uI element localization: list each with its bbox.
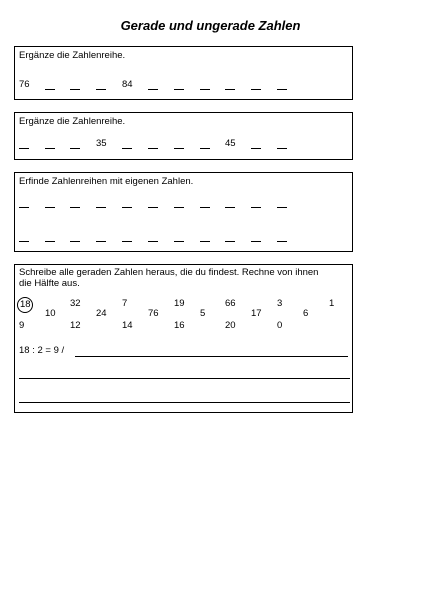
answer-blank[interactable] (70, 241, 80, 242)
number-item: 32 (70, 298, 81, 309)
number-item: 9 (19, 320, 25, 331)
answer-blank[interactable] (277, 148, 287, 149)
answer-blank[interactable] (122, 207, 132, 208)
number-item: 76 (148, 308, 159, 319)
answer-blank[interactable] (19, 207, 29, 208)
answer-blank[interactable] (148, 207, 158, 208)
answer-blank[interactable] (277, 241, 287, 242)
answer-blank[interactable] (19, 241, 29, 242)
answer-blank[interactable] (122, 241, 132, 242)
number-item: 14 (122, 320, 133, 331)
number-item: 66 (225, 298, 236, 309)
answer-line[interactable] (75, 356, 348, 357)
answer-blank[interactable] (96, 207, 106, 208)
number-item: 24 (96, 308, 107, 319)
answer-blank[interactable] (70, 207, 80, 208)
number-item: 18 (20, 299, 31, 310)
exercise-4-instruction-line-1: Schreibe alle geraden Zahlen heraus, die du findest. Rechne von ihnen (19, 267, 319, 278)
answer-blank[interactable] (277, 89, 287, 90)
answer-blank[interactable] (122, 148, 132, 149)
answer-blank[interactable] (45, 89, 55, 90)
number-item: 1 (329, 298, 335, 309)
worked-example: 18 : 2 = 9 / (19, 345, 65, 356)
exercise-2-instruction: Ergänze die Zahlenreihe. (19, 116, 126, 127)
answer-line[interactable] (19, 378, 350, 379)
answer-blank[interactable] (45, 207, 55, 208)
answer-blank[interactable] (200, 207, 210, 208)
answer-blank[interactable] (96, 89, 106, 90)
exercise-box-3 (14, 172, 353, 252)
exercise-3-instruction: Erfinde Zahlenreihen mit eigenen Zahlen. (19, 176, 194, 187)
number-item: 16 (174, 320, 185, 331)
number-item: 6 (303, 308, 309, 319)
worksheet-title: Gerade und ungerade Zahlen (120, 18, 301, 33)
exercise-box-4 (14, 264, 353, 413)
number-item: 10 (45, 308, 56, 319)
answer-blank[interactable] (70, 148, 80, 149)
exercise-4-instruction-line-2: die Hälfte aus. (19, 278, 80, 289)
exercise-box-2 (14, 112, 353, 160)
answer-blank[interactable] (251, 89, 261, 90)
answer-blank[interactable] (174, 241, 184, 242)
answer-blank[interactable] (45, 241, 55, 242)
exercise-1-instruction: Ergänze die Zahlenreihe. (19, 50, 126, 61)
sequence-2-value: 45 (225, 138, 236, 149)
answer-line[interactable] (19, 402, 350, 403)
number-item: 5 (200, 308, 206, 319)
answer-blank[interactable] (148, 148, 158, 149)
answer-blank[interactable] (251, 241, 261, 242)
sequence-2-value: 35 (96, 138, 107, 149)
number-item: 19 (174, 298, 185, 309)
answer-blank[interactable] (251, 207, 261, 208)
answer-blank[interactable] (70, 89, 80, 90)
answer-blank[interactable] (225, 241, 235, 242)
answer-blank[interactable] (174, 148, 184, 149)
answer-blank[interactable] (200, 241, 210, 242)
answer-blank[interactable] (19, 148, 29, 149)
number-item: 20 (225, 320, 236, 331)
sequence-1-start: 76 (19, 79, 30, 90)
number-item: 12 (70, 320, 81, 331)
sequence-1-value: 84 (122, 79, 133, 90)
answer-blank[interactable] (174, 89, 184, 90)
answer-blank[interactable] (148, 241, 158, 242)
number-item: 17 (251, 308, 262, 319)
answer-blank[interactable] (174, 207, 184, 208)
exercise-box-1 (14, 46, 353, 100)
number-item: 3 (277, 298, 283, 309)
answer-blank[interactable] (225, 207, 235, 208)
answer-blank[interactable] (277, 207, 287, 208)
number-item: 7 (122, 298, 128, 309)
number-item: 0 (277, 320, 283, 331)
answer-blank[interactable] (200, 148, 210, 149)
answer-blank[interactable] (225, 89, 235, 90)
answer-blank[interactable] (200, 89, 210, 90)
answer-blank[interactable] (148, 89, 158, 90)
answer-blank[interactable] (251, 148, 261, 149)
answer-blank[interactable] (96, 241, 106, 242)
answer-blank[interactable] (45, 148, 55, 149)
